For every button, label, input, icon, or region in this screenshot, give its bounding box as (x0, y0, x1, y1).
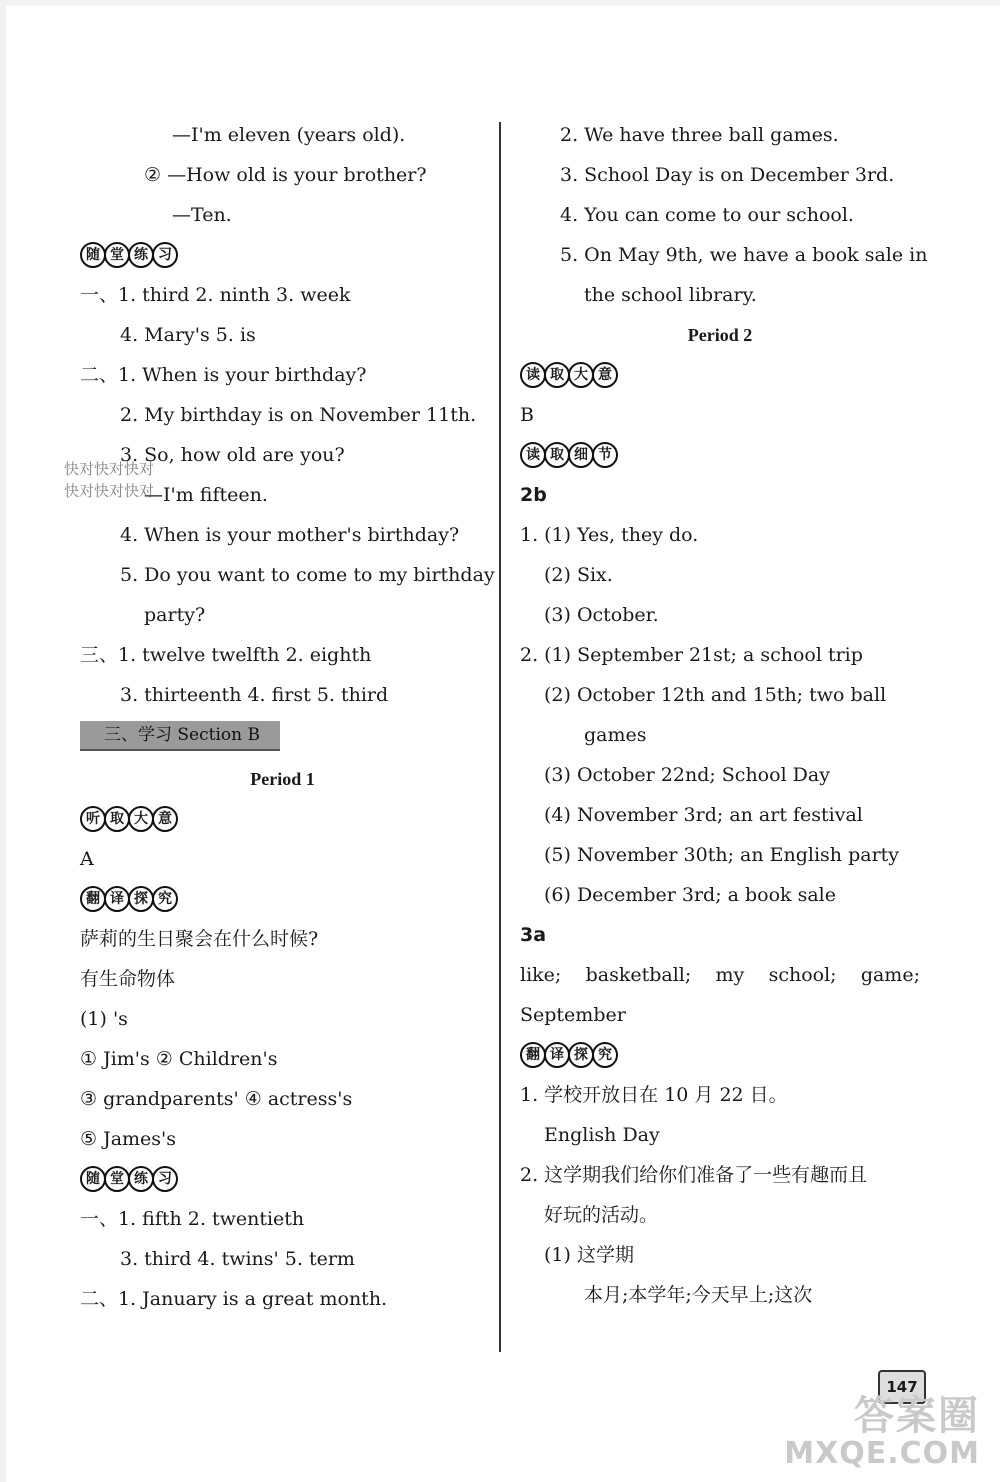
answer-line: games (584, 724, 647, 746)
translate-heading: 翻 译 探 究 (80, 879, 485, 919)
read-main-heading: 读 取 大 意 (520, 355, 920, 395)
page-number: 147 (878, 1370, 926, 1404)
answer-line: ⑤ James's (80, 1128, 177, 1150)
answer-line: 三、1. twelve twelfth 2. eighth (80, 644, 372, 666)
answer-line: 萨莉的生日聚会在什么时候? (80, 928, 319, 950)
left-column (80, 115, 495, 1319)
exercise-label: 2b (520, 484, 547, 506)
answer-line: 一、1. third 2. ninth 3. week (80, 284, 351, 306)
page-left-edge (0, 0, 6, 1482)
practice-heading: 随 堂 练 习 (80, 1159, 485, 1199)
answer-line: 2. (1) September 21st; a school trip (520, 644, 863, 666)
intro-line: ② —How old is your brother? (144, 164, 427, 186)
answer-line: A (80, 848, 94, 870)
answer-line: the school library. (584, 284, 757, 306)
answer-line: 3. So, how old are you? (120, 444, 345, 466)
column-divider (499, 122, 501, 1352)
intro-line: —I'm eleven (years old). (172, 124, 406, 146)
answer-line: (2) October 12th and 15th; two ball (544, 684, 887, 706)
answer-line: (3) October. (544, 604, 659, 626)
answer-line: 本月;本学年;今天早上;这次 (584, 1284, 813, 1306)
answer-line: (1) 这学期 (544, 1244, 634, 1266)
answer-line: 2. My birthday is on November 11th. (120, 404, 477, 426)
watermark: 快对快对快对 快对快对快对 (64, 460, 155, 500)
exercise-label: 3a (520, 924, 547, 946)
page-top-edge (0, 0, 1000, 6)
answer-line: —I'm fifteen. (144, 484, 268, 506)
period-title: Period 2 (687, 325, 753, 345)
answer-line: (3) October 22nd; School Day (544, 764, 830, 786)
practice-heading: 随 堂 练 习 (80, 235, 485, 275)
section-banner-wrap (80, 715, 485, 759)
answer-line: ③ grandparents' ④ actress's (80, 1088, 353, 1110)
answer-line: 3. thirteenth 4. first 5. third (120, 684, 389, 706)
answer-line: 4. You can come to our school. (560, 204, 854, 226)
answer-line: 二、1. January is a great month. (80, 1288, 388, 1310)
listen-heading: 听 取 大 意 (80, 799, 485, 839)
answer-line: (1) 's (80, 1008, 128, 1030)
answer-line: 好玩的活动。 (544, 1204, 659, 1226)
intro-line: —Ten. (172, 204, 232, 226)
translate-heading: 翻 译 探 究 (520, 1035, 920, 1075)
section-banner: 三、学习 Section B (80, 721, 280, 751)
site-logo: 答案圈 MXQE.COM (784, 1393, 980, 1471)
answer-line: (2) Six. (544, 564, 613, 586)
answer-line: 有生命物体 (80, 968, 176, 990)
right-column (520, 115, 928, 1315)
answer-line: 2. We have three ball games. (560, 124, 839, 146)
answer-line: 2. 这学期我们给你们准备了一些有趣而且 (520, 1164, 868, 1186)
answer-line: 3. School Day is on December 3rd. (560, 164, 895, 186)
answer-line: 4. When is your mother's birthday? (120, 524, 460, 546)
answer-line: English Day (544, 1124, 660, 1146)
answer-line: (4) November 3rd; an art festival (544, 804, 863, 826)
period-title: Period 1 (250, 769, 315, 789)
answer-line: 3. third 4. twins' 5. term (120, 1248, 355, 1270)
answer-line: (6) December 3rd; a book sale (544, 884, 836, 906)
answer-line: B (520, 404, 534, 426)
answer-line: party? (144, 604, 206, 626)
answer-line: like; basketball; my school; game; (520, 964, 920, 986)
answer-line: (5) November 30th; an English party (544, 844, 900, 866)
answer-line: 4. Mary's 5. is (120, 324, 256, 346)
answer-line: 1. 学校开放日在 10 月 22 日。 (520, 1084, 788, 1106)
answer-line: September (520, 1004, 626, 1026)
answer-line: 1. (1) Yes, they do. (520, 524, 699, 546)
answer-line: 二、1. When is your birthday? (80, 364, 367, 386)
read-detail-heading: 读 取 细 节 (520, 435, 920, 475)
answer-line: ① Jim's ② Children's (80, 1048, 278, 1070)
answer-line: 5. On May 9th, we have a book sale in (560, 244, 928, 266)
answer-line: 5. Do you want to come to my birthday (120, 564, 495, 586)
answer-line: 一、1. fifth 2. twentieth (80, 1208, 305, 1230)
